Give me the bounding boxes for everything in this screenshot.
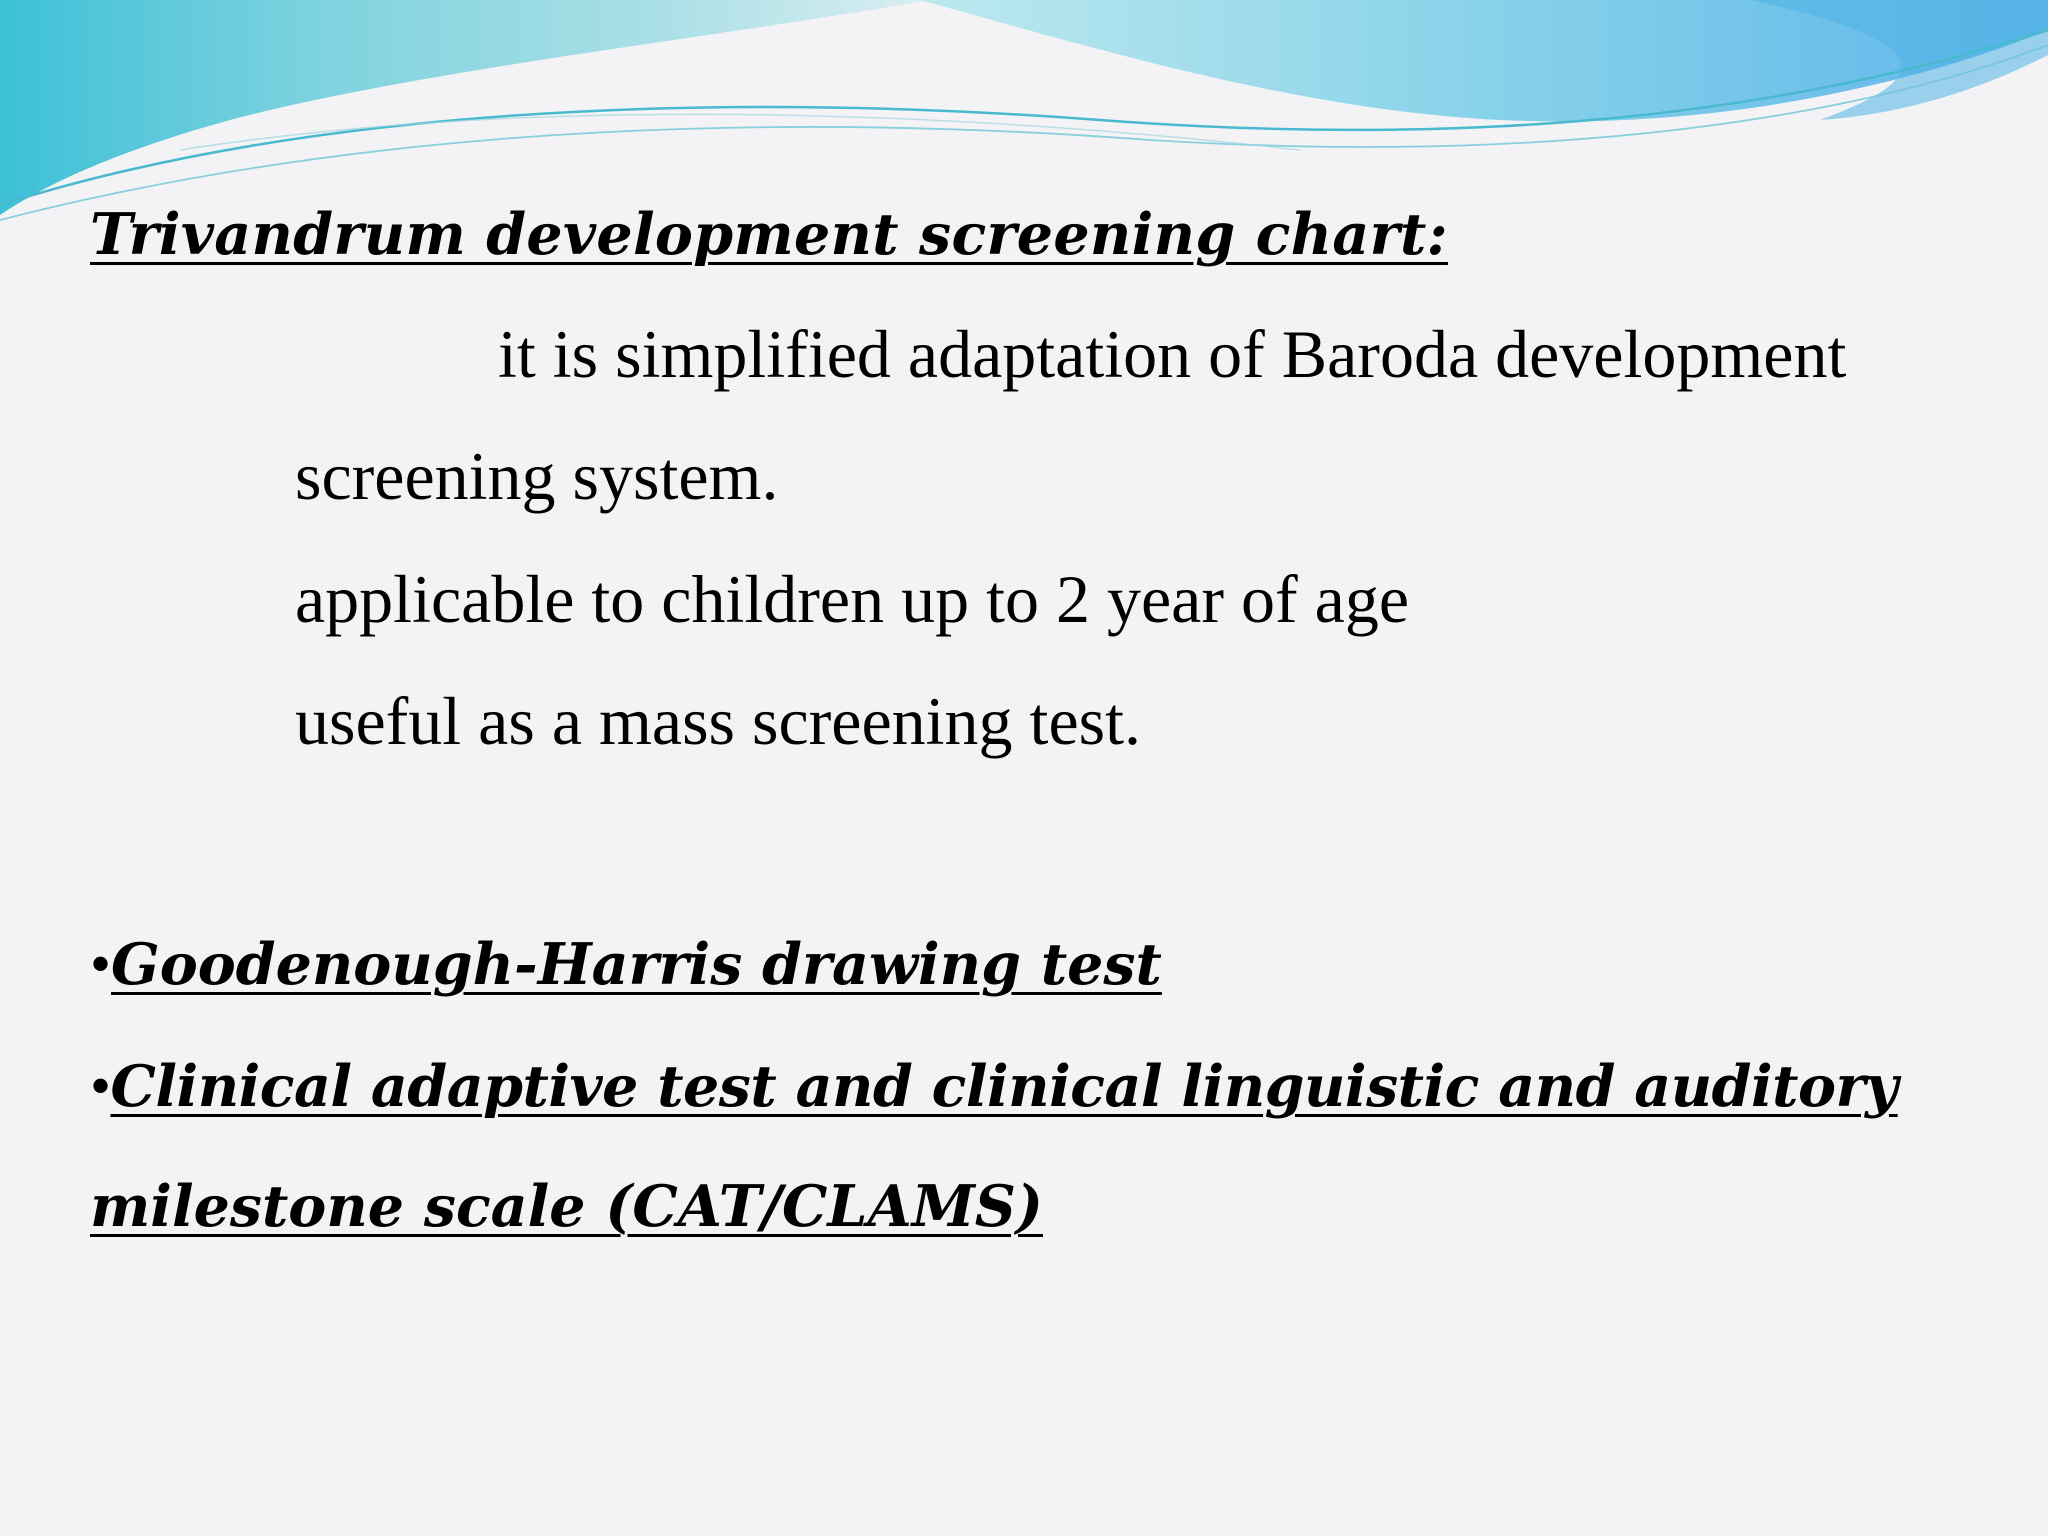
bullet-item-goodenough: [90, 931, 1162, 998]
bullet-marker: •: [90, 1053, 111, 1119]
bullet-text: Clinical adaptive test and clinical linguistic and auditory: [110, 1053, 1898, 1120]
bullet-text: Goodenough-Harris drawing test: [111, 931, 1162, 998]
bullet-item-cat-clams: [90, 1053, 1898, 1120]
body-line-1: it is simplified adaptation of Baroda development: [498, 316, 1847, 392]
slide-title: Trivandrum development screening chart:: [90, 201, 1448, 268]
body-line-2: screening system.: [295, 438, 779, 514]
body-line-3: applicable to children up to 2 year of age: [295, 561, 1409, 637]
body-line-4: useful as a mass screening test.: [295, 683, 1141, 759]
bullet-text-continuation: milestone scale (CAT/CLAMS): [90, 1173, 1043, 1240]
bullet-marker: •: [90, 931, 112, 997]
bullet-item-cat-clams-continued: [90, 1173, 1043, 1240]
